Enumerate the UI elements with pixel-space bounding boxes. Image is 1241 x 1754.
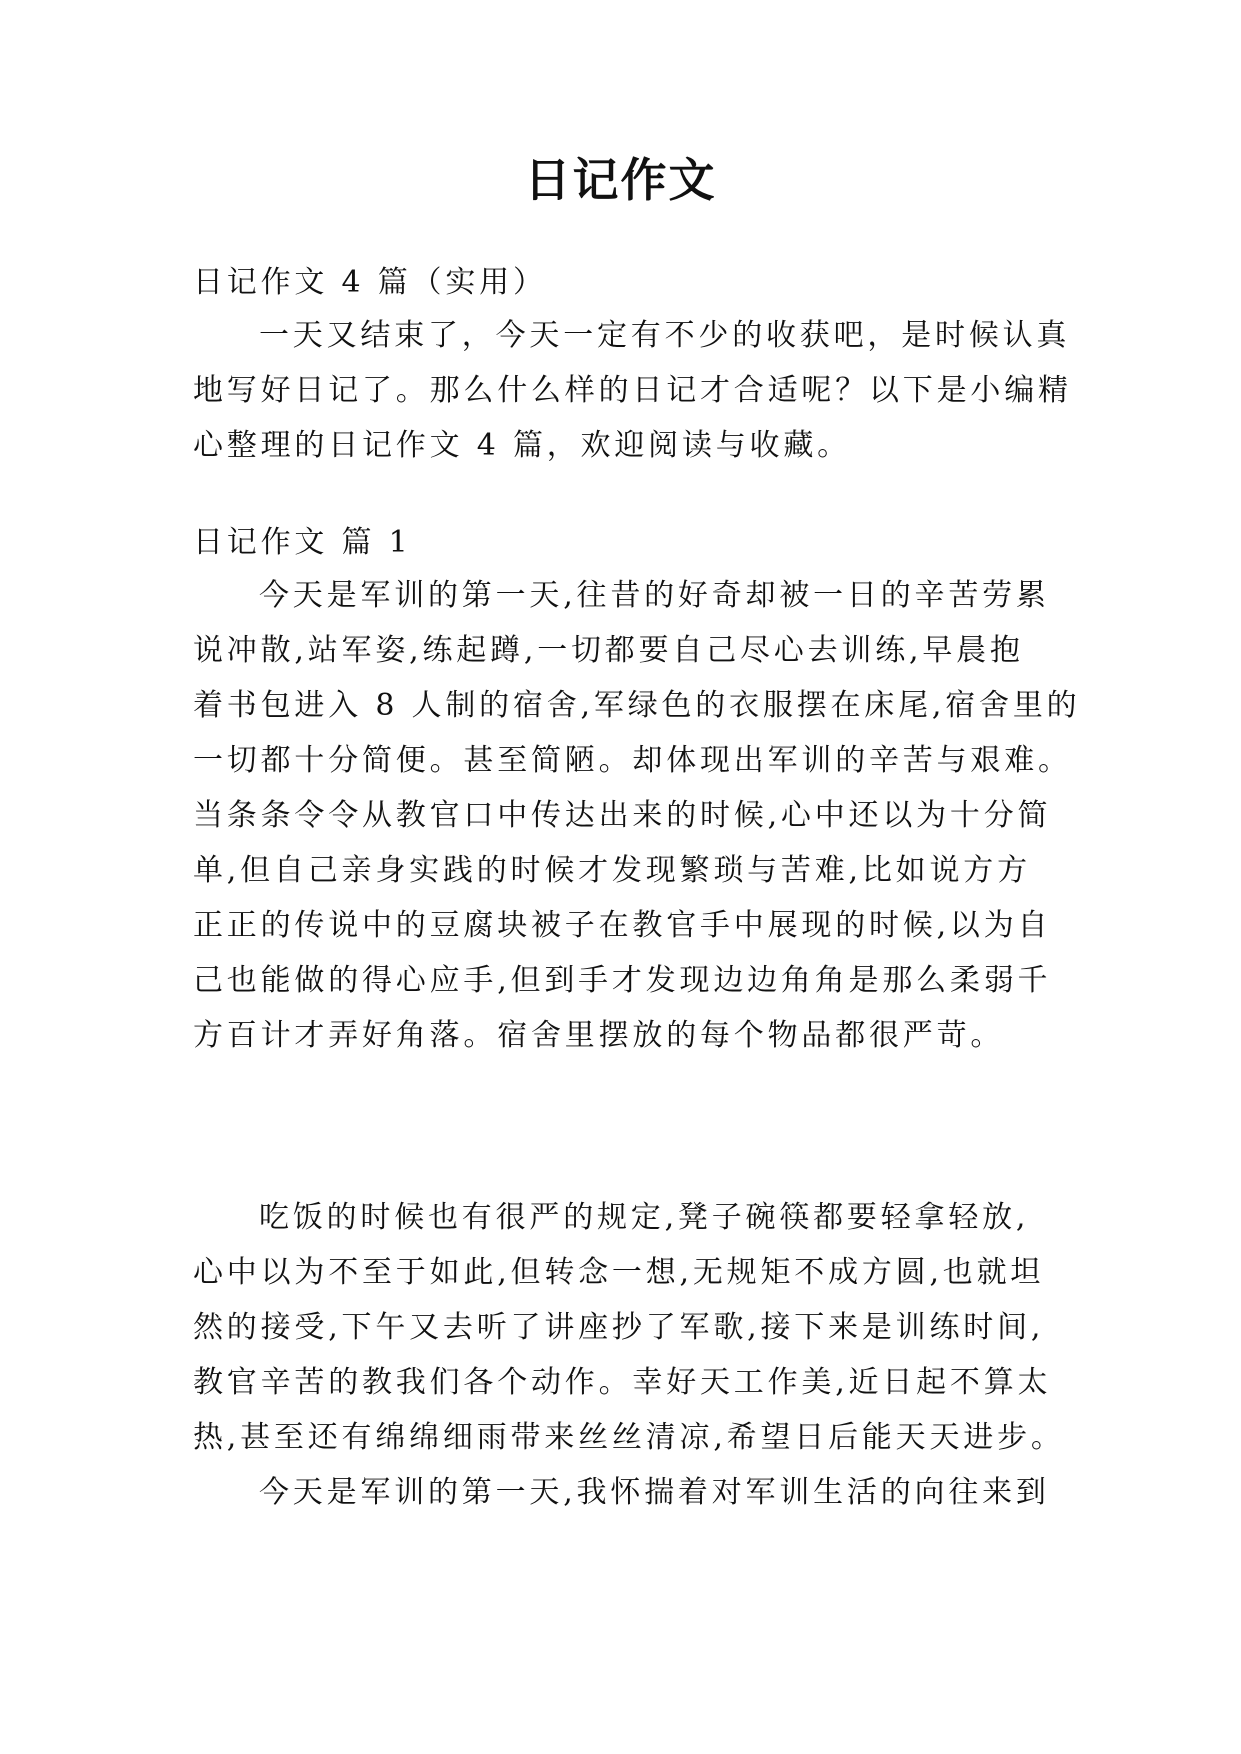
section-title: 日记作文 篇 1: [193, 525, 412, 560]
intro-line: 心整理的日记作文 4 篇，欢迎阅读与收藏。: [193, 428, 851, 463]
paragraph-line: 热,甚至还有绵绵细雨带来丝丝清凉,希望日后能天天进步。: [193, 1420, 1065, 1455]
paragraph-line: 己也能做的得心应手,但到手才发现边边角角是那么柔弱千: [193, 963, 1052, 998]
paragraph-line: 今天是军训的第一天,我怀揣着对军训生活的向往来到: [259, 1475, 1050, 1510]
section-heading-block: [193, 515, 1063, 570]
intro-paragraph: [193, 308, 1072, 473]
paragraph-line: 今天是军训的第一天,往昔的好奇却被一日的辛苦劳累: [259, 578, 1050, 613]
paragraph-line: 然的接受,下午又去听了讲座抄了军歌,接下来是训练时间,: [193, 1310, 1045, 1345]
paragraph-line: 着书包进入 8 人制的宿舍,军绿色的衣服摆在床尾,宿舍里的: [193, 688, 1081, 723]
paragraph-1: [193, 568, 1081, 1063]
paragraph-line: 教官辛苦的教我们各个动作。幸好天工作美,近日起不算太: [193, 1365, 1052, 1400]
paragraph-3: [193, 1465, 1063, 1520]
paragraph-line: 心中以为不至于如此,但转念一想,无规矩不成方圆,也就坦: [193, 1255, 1045, 1290]
paragraph-line: 吃饭的时候也有很严的规定,凳子碗筷都要轻拿轻放,: [259, 1200, 1030, 1235]
paragraph-line: 正正的传说中的豆腐块被子在教官手中展现的时候,以为自: [193, 908, 1052, 943]
subtitle-block: [193, 255, 1063, 310]
document-subtitle: 日记作文 4 篇（实用）: [193, 265, 547, 300]
paragraph-line: 当条条令令从教官口中传达出来的时候,心中还以为十分简: [193, 798, 1052, 833]
paragraph-line: 单,但自己亲身实践的时候才发现繁琐与苦难,比如说方方: [193, 853, 1031, 888]
intro-line: 地写好日记了。那么什么样的日记才合适呢？以下是小编精: [193, 373, 1072, 408]
intro-line: 一天又结束了，今天一定有不少的收获吧，是时候认真: [259, 318, 1071, 353]
paragraph-2: [193, 1190, 1063, 1465]
paragraph-line: 方百计才弄好角落。宿舍里摆放的每个物品都很严苛。: [193, 1018, 1005, 1053]
paragraph-line: 一切都十分简便。甚至简陋。却体现出军训的辛苦与艰难。: [193, 743, 1072, 778]
paragraph-line: 说冲散,站军姿,练起蹲,一切都要自己尽心去训练,早晨抱: [193, 633, 1024, 668]
document-title: 日记作文: [524, 153, 717, 207]
